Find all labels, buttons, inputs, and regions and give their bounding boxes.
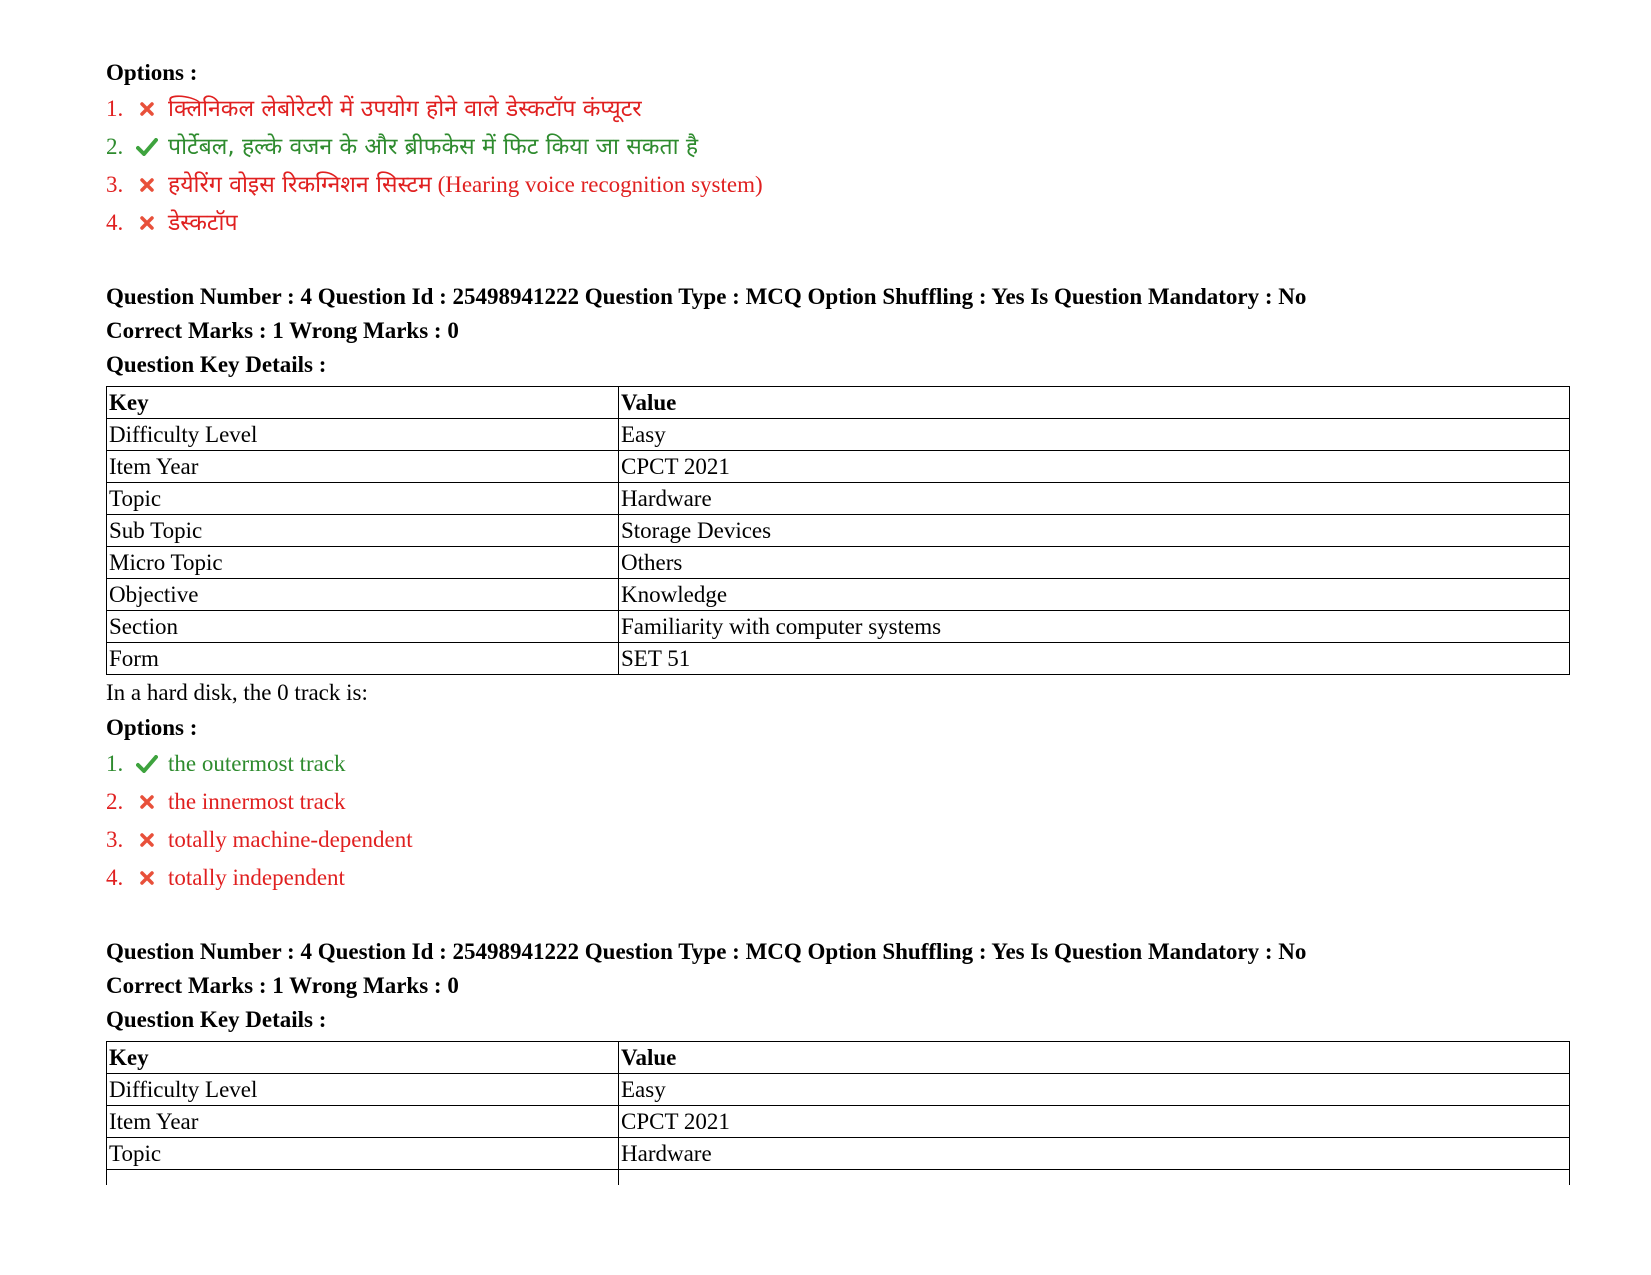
table-cell-key: Micro Topic [107,547,619,579]
prev-question-options [106,56,1570,242]
table-cell-key: Section [107,611,619,643]
table-row [107,579,1570,611]
table-cell-key: Topic [107,1138,619,1170]
table-cell-value: Familiarity with computer systems [619,611,1570,643]
option-number: 2. [106,789,124,814]
option-text: क्लिनिकल लेबोरेटरी में उपयोग होने वाले डेस्कटॉप कंप्यूटर [168,96,642,122]
question-meta: Question Number : 4 Question Id : 25498941222 Question Type : MCQ Option Shuffling : Yes Is Question Mandatory : No [106,284,1307,309]
table-row [107,419,1570,451]
cross-icon [132,177,162,193]
table-cell-value: SET 51 [619,643,1570,675]
document-page [106,56,1570,1185]
table-header-key: Key [107,1042,619,1074]
option-text: the innermost track [168,789,346,814]
table-cell-value [619,1170,1570,1186]
table-cell-key [107,1170,619,1186]
table-cell-key: Topic [107,483,619,515]
option-item [106,166,1570,204]
table-row [107,643,1570,675]
table-row [107,547,1570,579]
table-cell-value: CPCT 2021 [619,451,1570,483]
key-details-table [106,386,1570,675]
table-row [107,451,1570,483]
table-row [107,1138,1570,1170]
option-item [106,745,1570,783]
option-number: 4. [106,865,124,890]
cross-icon [132,101,162,117]
table-header-value: Value [619,387,1570,419]
table-cell-key: Item Year [107,1106,619,1138]
key-details-label: Question Key Details : [106,1007,327,1032]
table-row [107,611,1570,643]
key-details-label: Question Key Details : [106,352,327,377]
options-label: Options : [106,60,198,85]
option-item [106,90,1570,128]
table-cell-value: CPCT 2021 [619,1106,1570,1138]
option-item [106,128,1570,166]
table-clip [106,1037,1570,1185]
option-number: 1. [106,751,124,776]
table-header-row [107,1042,1570,1074]
table-row [107,1074,1570,1106]
table-cell-value: Hardware [619,483,1570,515]
table-cell-key: Objective [107,579,619,611]
cross-icon [132,794,162,810]
table-header-value: Value [619,1042,1570,1074]
table-cell-key: Sub Topic [107,515,619,547]
table-header-key: Key [107,387,619,419]
table-cell-value: Storage Devices [619,515,1570,547]
cross-icon [132,870,162,886]
option-number: 4. [106,210,124,235]
option-text: डेस्कटॉप [168,210,238,236]
option-text: पोर्टेबल, हल्के वजन के और ब्रीफकेस में फिट किया जा सकता है [168,134,699,160]
option-text: the outermost track [168,751,346,776]
table-cell-value: Hardware [619,1138,1570,1170]
table-cell-value: Others [619,547,1570,579]
question-meta: Question Number : 4 Question Id : 25498941222 Question Type : MCQ Option Shuffling : Yes Is Question Mandatory : No [106,939,1307,964]
table-row [107,483,1570,515]
option-item [106,859,1570,897]
option-item [106,821,1570,859]
table-row [107,1106,1570,1138]
table-row [107,1170,1570,1186]
table-cell-key: Item Year [107,451,619,483]
table-cell-value: Easy [619,419,1570,451]
question-text: In a hard disk, the 0 track is: [106,680,368,705]
options-label: Options : [106,715,198,740]
question-block [106,280,1570,897]
option-number: 1. [106,96,124,121]
table-cell-value: Knowledge [619,579,1570,611]
option-text: हयेरिंग वोइस रिकग्निशन सिस्टम [168,172,432,198]
table-cell-key: Difficulty Level [107,1074,619,1106]
option-item [106,783,1570,821]
option-number: 3. [106,172,124,197]
option-text: totally machine-dependent [168,827,413,852]
table-row [107,515,1570,547]
table-cell-value: Easy [619,1074,1570,1106]
checkmark-icon [132,755,162,773]
cross-icon [132,215,162,231]
question-marks: Correct Marks : 1 Wrong Marks : 0 [106,973,459,998]
question-marks: Correct Marks : 1 Wrong Marks : 0 [106,318,459,343]
option-item [106,204,1570,242]
table-cell-key: Difficulty Level [107,419,619,451]
option-text-english: (Hearing voice recognition system) [437,172,763,197]
option-number: 2. [106,134,124,159]
key-details-table [106,1041,1570,1185]
question-block [106,935,1570,1185]
checkmark-icon [132,138,162,156]
table-header-row [107,387,1570,419]
cross-icon [132,832,162,848]
option-text: totally independent [168,865,345,890]
table-cell-key: Form [107,643,619,675]
option-number: 3. [106,827,124,852]
